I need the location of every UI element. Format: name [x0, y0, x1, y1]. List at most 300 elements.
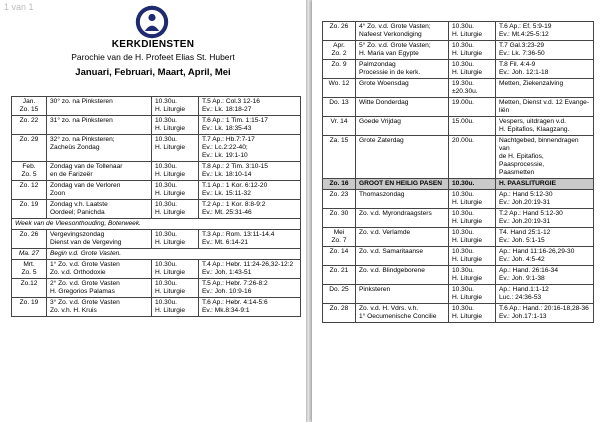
- readings-cell-line: T.2 Ap.: 1 Kor. 8:8-9:2: [202, 201, 266, 208]
- readings-cell: [496, 136, 594, 179]
- service-name-cell: [356, 41, 449, 60]
- service-name-cell-line: Thomaszondag: [359, 191, 405, 198]
- time-cell: [449, 190, 496, 209]
- readings-cell: [199, 230, 301, 249]
- date-cell: [12, 97, 47, 116]
- schedule-row: [323, 190, 594, 209]
- readings-cell-line: Ap.: Hand. 26:16-34: [499, 267, 559, 274]
- schedule-row: [323, 266, 594, 285]
- service-name-cell: [47, 298, 152, 317]
- service-name-cell-line: 32° zo. na Pinksteren;: [50, 136, 115, 143]
- time-cell-line: H. Liturgie: [155, 269, 186, 276]
- schedule-table-right: [322, 21, 594, 323]
- service-name-cell: [356, 304, 449, 323]
- date-cell-line: Zo. 9: [331, 61, 347, 68]
- date-cell: [323, 304, 356, 323]
- service-name-cell-line: Zondag van de Tollenaar: [50, 163, 123, 170]
- schedule-row: [12, 181, 301, 200]
- service-name-cell: [47, 279, 152, 298]
- readings-cell-line: T.2 Ap.: Hand 5:12-30: [499, 210, 563, 217]
- time-cell-line: H. Liturgie: [452, 199, 483, 206]
- schedule-row: [12, 298, 301, 317]
- readings-cell: [496, 304, 594, 323]
- time-cell-line: 10.30u.: [155, 98, 177, 105]
- page-title: KERKDIENSTEN: [111, 39, 195, 50]
- months-heading: Januari, Februari, Maart, April, Mei: [75, 67, 231, 78]
- service-name-cell-line: Dienst van de Vergeving: [50, 239, 122, 246]
- date-cell-line: Vr. 14: [330, 118, 348, 125]
- schedule-row: [323, 247, 594, 266]
- service-name-cell-line: Zo. v.d. Orthodoxie: [50, 269, 106, 276]
- parish-seal-icon: [134, 4, 170, 40]
- readings-cell-line: Paasmetten: [499, 169, 535, 176]
- time-cell: [152, 162, 199, 181]
- readings-cell-line: Ev.: Mt.4:25-5:12: [499, 31, 549, 38]
- schedule-row: [323, 304, 594, 323]
- readings-cell-line: T.7 Gal.3:23-29: [499, 42, 545, 49]
- service-name-cell: [356, 98, 449, 117]
- date-cell-line: Zo. 28: [329, 305, 349, 312]
- time-cell: [152, 298, 199, 317]
- date-cell: [12, 249, 47, 260]
- readings-cell-line: Ev.: Mk.8:34-9:1: [202, 307, 250, 314]
- service-name-cell-line: Zo. v.d. Samaritaanse: [359, 248, 424, 255]
- readings-cell-line: Metten, Dienst v.d. 12 Evange-: [499, 99, 590, 106]
- service-name-cell: [356, 285, 449, 304]
- readings-cell-line: Nachtgebed, binnendragen van: [499, 137, 579, 152]
- date-cell: [323, 285, 356, 304]
- readings-cell: [496, 228, 594, 247]
- service-name-cell: [356, 79, 449, 98]
- schedule-row: [12, 135, 301, 162]
- service-name-cell: [356, 179, 449, 190]
- readings-cell: [199, 279, 301, 298]
- time-cell: [152, 230, 199, 249]
- service-name-cell-line: H. Gregorios Palamas: [50, 288, 115, 295]
- schedule-row: [12, 162, 301, 181]
- readings-cell-line: Ev.: Lk. 18:35-43: [202, 125, 252, 132]
- time-cell-line: H. Liturgie: [155, 106, 186, 113]
- service-name-cell: [47, 116, 152, 135]
- time-cell-line: 10.30u.: [155, 261, 177, 268]
- readings-cell-line: Ev.: Joh. 10:9-16: [202, 288, 252, 295]
- page-number-label: 1 van 1: [4, 2, 34, 12]
- time-cell: [449, 60, 496, 79]
- readings-cell: [496, 22, 594, 41]
- time-cell-line: H. Liturgie: [155, 125, 186, 132]
- time-cell-line: 10.30u.: [452, 42, 474, 49]
- readings-cell-line: Ev.: Mt. 6:14-21: [202, 239, 249, 246]
- schedule-row: [12, 249, 301, 260]
- service-name-cell: [47, 135, 152, 162]
- time-cell-line: 10.30u.: [155, 299, 177, 306]
- date-cell: [323, 209, 356, 228]
- readings-cell: [199, 116, 301, 135]
- time-cell-line: H. Liturgie: [155, 190, 186, 197]
- service-name-cell-line: 3° Zo. v.d. Grote Vasten: [50, 299, 120, 306]
- service-name-cell-line: Zo. v.d. H. Vdrs. v.h.: [359, 305, 419, 312]
- schedule-row: [323, 136, 594, 179]
- date-cell: [323, 22, 356, 41]
- schedule-row: [12, 116, 301, 135]
- time-cell-line: 10.30u.: [452, 191, 474, 198]
- date-cell-line: Mrt.: [23, 261, 35, 268]
- schedule-row: [323, 41, 594, 60]
- readings-cell: [496, 79, 594, 98]
- readings-cell-line: T.6 Ap.: Ef. 5:9-19: [499, 23, 552, 30]
- schedule-row: [323, 228, 594, 247]
- time-cell-line: H. Liturgie: [452, 218, 483, 225]
- time-cell-line: H. Liturgie: [155, 171, 186, 178]
- schedule-row: [12, 279, 301, 298]
- readings-cell-line: Ev.: Joh.20:19-31: [499, 218, 551, 225]
- service-name-cell: [356, 60, 449, 79]
- service-name-cell: [47, 200, 152, 219]
- schedule-row: [323, 209, 594, 228]
- service-name-cell-line: Palmzondag: [359, 61, 396, 68]
- date-cell-line: Zo. 15: [19, 106, 39, 113]
- service-name-cell-line: Grote Zaterdag: [359, 137, 404, 144]
- readings-cell-line: Ev.: Joh.20:19-31: [499, 199, 551, 206]
- service-name-cell: [356, 117, 449, 136]
- time-cell-line: 10.30u.: [452, 210, 474, 217]
- readings-cell-line: H. PAASLITURGIE: [499, 180, 557, 187]
- schedule-row: [323, 22, 594, 41]
- parish-subtitle: Parochie van de H. Profeet Elias St. Hubert: [71, 52, 235, 62]
- readings-cell-line: H. Epitafios, Klaagzang.: [499, 126, 570, 133]
- time-cell-line: 10.30u.: [452, 267, 474, 274]
- date-cell-line: Zo. 21: [329, 267, 349, 274]
- time-cell-line: H. Liturgie: [155, 239, 186, 246]
- service-name-cell: [356, 22, 449, 41]
- readings-cell-line: T.1 Ap.: 1 Kor. 6:12-20: [202, 182, 268, 189]
- service-name-cell-line: 1° Zo. v.d. Grote Vasten: [50, 261, 120, 268]
- service-name-cell-line: Witte Donderdag: [359, 99, 409, 106]
- date-cell: [12, 181, 47, 200]
- time-cell-line: 10.30u.: [452, 61, 474, 68]
- service-name-cell: [356, 266, 449, 285]
- time-cell-line: 10.30u.: [155, 231, 177, 238]
- date-cell-line: Zo. 5: [21, 171, 37, 178]
- time-cell-line: 10.30u.: [452, 229, 474, 236]
- time-cell-line: 20.00u.: [452, 137, 474, 144]
- date-cell-line: Zo. 19: [19, 299, 39, 306]
- time-cell: [152, 181, 199, 200]
- service-name-cell: [47, 181, 152, 200]
- time-cell-line: H. Liturgie: [452, 50, 483, 57]
- note-cell: Begin v.d. Grote Vasten.: [47, 249, 301, 260]
- readings-cell: [199, 298, 301, 317]
- service-name-cell-line: Zacheüs Zondag: [50, 144, 100, 151]
- readings-cell-line: Ev.: Joh. 12:1-18: [499, 69, 549, 76]
- service-name-cell-line: Zo. v.d. Blindgeborene: [359, 267, 425, 274]
- schedule-row: [323, 98, 594, 117]
- date-cell-line: Wo. 12: [328, 80, 350, 87]
- date-cell-line: Zo. 23: [329, 191, 349, 198]
- service-name-cell-line: Goede Vrijdag: [359, 118, 401, 125]
- date-cell: [323, 228, 356, 247]
- note-cell: Week van de Vleesonthouding, Boterweek.: [12, 219, 301, 230]
- time-cell: [449, 304, 496, 323]
- date-cell-line: Feb.: [22, 163, 36, 170]
- service-name-cell-line: H. Maria van Egypte: [359, 50, 419, 57]
- date-cell-line: Zo. 22: [19, 117, 39, 124]
- date-cell-line: Za. 15: [329, 137, 349, 144]
- schedule-row: [12, 219, 301, 230]
- service-name-cell-line: Nafeest Verkondiging: [359, 31, 422, 38]
- service-name-cell-line: Zo. v.d. Verlamde: [359, 229, 411, 236]
- time-cell-line: 10.30u.: [155, 163, 177, 170]
- readings-cell: [199, 135, 301, 162]
- date-cell: [323, 79, 356, 98]
- time-cell-line: 10.30u.: [155, 201, 177, 208]
- date-cell: [323, 247, 356, 266]
- date-cell-line: Zo.12: [20, 280, 38, 287]
- readings-cell-line: T4. Hand 25:1-12: [499, 229, 551, 236]
- date-cell: [12, 200, 47, 219]
- time-cell: [152, 135, 199, 162]
- readings-cell-line: liën: [499, 107, 510, 114]
- time-cell-line: 10.30u.: [452, 305, 474, 312]
- service-name-cell-line: Grote Woensdag: [359, 80, 409, 87]
- readings-cell-line: Ap.: Hand.1:1-12: [499, 286, 549, 293]
- readings-cell-line: T.4 Ap.: Hebr. 11:24-26,32-12:2: [202, 261, 294, 268]
- time-cell-line: 10.30u.: [452, 23, 474, 30]
- time-cell-line: H. Liturgie: [155, 144, 186, 151]
- readings-cell-line: T.8 Fil. 4:4-9: [499, 61, 536, 68]
- readings-cell-line: Ev.: Joh. 9:1-38: [499, 275, 545, 282]
- readings-cell-line: Ev.: Lk. 18:10-14: [202, 171, 252, 178]
- schedule-row: [12, 97, 301, 116]
- readings-cell-line: T.3 Ap.: Rom. 13:11-14.4: [202, 231, 275, 238]
- readings-cell-line: T.6 Ap.: 1 Tim. 1:15-17: [202, 117, 268, 124]
- time-cell-line: H. Liturgie: [452, 69, 483, 76]
- time-cell-line: 10.30u.: [155, 280, 177, 287]
- date-cell-line: Do. 25: [329, 286, 349, 293]
- date-cell: [323, 41, 356, 60]
- time-cell-line: H. Liturgie: [452, 313, 483, 320]
- time-cell: [152, 97, 199, 116]
- service-name-cell-line: 31° zo. na Pinksteren: [50, 117, 113, 124]
- date-cell: [12, 230, 47, 249]
- service-name-cell-line: 30° zo. na Pinksteren: [50, 98, 113, 105]
- readings-cell-line: Ev.: Joh. 4:5-42: [499, 256, 545, 263]
- readings-cell-line: Ap.: Hand 11:16-26,29-30: [499, 248, 575, 255]
- date-cell-line: Jan.: [22, 98, 36, 105]
- time-cell-line: H. Liturgie: [452, 275, 483, 282]
- time-cell: [449, 22, 496, 41]
- time-cell: [449, 136, 496, 179]
- time-cell: [449, 285, 496, 304]
- time-cell: [449, 79, 496, 98]
- service-name-cell-line: GROOT EN HEILIG PASEN: [359, 180, 443, 187]
- schedule-row: [323, 285, 594, 304]
- readings-cell: [496, 266, 594, 285]
- readings-cell-line: Ev.: Lk. 19:1-10: [202, 152, 248, 159]
- date-cell: [323, 60, 356, 79]
- time-cell-line: H. Liturgie: [155, 209, 186, 216]
- schedule-row: [323, 79, 594, 98]
- schedule-table-left: [11, 96, 301, 317]
- readings-cell-line: T.6 Ap.: Hand.: 20:16-18,28-36: [499, 305, 589, 312]
- date-cell-line: Ma. 27: [18, 250, 40, 257]
- readings-cell: [496, 41, 594, 60]
- schedule-row: [323, 60, 594, 79]
- time-cell: [449, 117, 496, 136]
- service-name-cell: [356, 247, 449, 266]
- time-cell-line: 10.30u.: [452, 286, 474, 293]
- readings-cell: [496, 190, 594, 209]
- service-name-cell-line: Zo. v.h. H. Kruis: [50, 307, 97, 314]
- service-name-cell: [356, 209, 449, 228]
- readings-cell-line: T.7 Ap.: Hb.7:7-17: [202, 136, 255, 143]
- service-name-cell-line: 5° Zo. v.d. Grote Vasten;: [359, 42, 431, 49]
- readings-cell-line: T.5 Ap.: Hebr. 7:26-8:2: [202, 280, 268, 287]
- readings-cell-line: Luc.: 24:36-53: [499, 294, 542, 301]
- readings-cell-line: Metten, Ziekenzalving: [499, 80, 564, 87]
- service-name-cell-line: 2° Zo. v.d. Grote Vasten: [50, 280, 120, 287]
- time-cell: [152, 260, 199, 279]
- service-name-cell-line: Oordeel; Panichda: [50, 209, 105, 216]
- readings-cell: [199, 97, 301, 116]
- schedule-row: [12, 230, 301, 249]
- date-cell-line: Mei: [333, 229, 345, 236]
- time-cell: [449, 209, 496, 228]
- readings-cell: [199, 200, 301, 219]
- readings-cell: [496, 60, 594, 79]
- schedule-row: [12, 260, 301, 279]
- time-cell-line: 10.30u.: [452, 248, 474, 255]
- time-cell: [152, 116, 199, 135]
- service-name-cell-line: 4° Zo. v.d. Grote Vasten;: [359, 23, 431, 30]
- time-cell: [449, 41, 496, 60]
- date-cell: [323, 179, 356, 190]
- time-cell-line: H. Liturgie: [452, 294, 483, 301]
- readings-cell: [199, 260, 301, 279]
- date-cell: [323, 117, 356, 136]
- time-cell-line: 10.30u.: [155, 136, 177, 143]
- readings-cell-line: Ev.: Joh. 1:43-51: [202, 269, 252, 276]
- readings-cell-line: Ap.: Hand 5:12-30: [499, 191, 553, 198]
- time-cell-line: H. Liturgie: [155, 307, 186, 314]
- date-cell: [12, 260, 47, 279]
- readings-cell: [199, 162, 301, 181]
- service-name-cell-line: Pinksteren: [359, 286, 391, 293]
- service-name-cell-line: Zondag v.h. Laatste: [50, 201, 108, 208]
- right-page: [312, 0, 600, 422]
- date-cell-line: Zo. 5: [21, 269, 37, 276]
- date-cell-line: Do. 13: [329, 99, 349, 106]
- readings-cell-line: Ev.: Lk. 15:11-32: [202, 190, 251, 197]
- date-cell-line: Zo. 12: [19, 182, 39, 189]
- readings-cell: [496, 117, 594, 136]
- service-name-cell: [47, 230, 152, 249]
- date-cell: [12, 279, 47, 298]
- readings-cell: [496, 285, 594, 304]
- service-name-cell: [356, 190, 449, 209]
- time-cell-line: 10.30u.: [155, 117, 177, 124]
- readings-cell: [199, 181, 301, 200]
- readings-cell: [496, 247, 594, 266]
- readings-cell-line: Ev.: Lk. 7:36-50: [499, 50, 545, 57]
- date-cell: [323, 190, 356, 209]
- service-name-cell: [356, 136, 449, 179]
- service-name-cell-line: Processie in de kerk.: [359, 69, 421, 76]
- time-cell: [449, 266, 496, 285]
- readings-cell-line: Ev.: Lc.2:22-40;: [202, 144, 248, 151]
- readings-cell-line: Ev.: Joh.17:1-13: [499, 313, 547, 320]
- readings-cell: [496, 209, 594, 228]
- service-name-cell: [356, 228, 449, 247]
- date-cell-line: Zo. 2: [331, 50, 347, 57]
- date-cell-line: Zo. 26: [329, 23, 349, 30]
- readings-cell: [496, 98, 594, 117]
- date-cell-line: Zo. 19: [19, 201, 39, 208]
- readings-cell-line: T.5 Ap.: Col.3 12-16: [202, 98, 260, 105]
- date-cell: [12, 116, 47, 135]
- time-cell: [152, 200, 199, 219]
- date-cell-line: Zo. 29: [19, 136, 39, 143]
- date-cell-line: Zo. 7: [331, 237, 347, 244]
- readings-cell-line: Ev.: Lk. 18:18-27: [202, 106, 252, 113]
- schedule-row: [12, 200, 301, 219]
- service-name-cell: [47, 162, 152, 181]
- time-cell-line: 19.00u.: [452, 99, 474, 106]
- service-name-cell-line: Zo. v.d. Myrondraagsters: [359, 210, 432, 217]
- time-cell: [449, 98, 496, 117]
- date-cell-line: Zo. 26: [19, 231, 39, 238]
- date-cell-line: Zo. 14: [329, 248, 349, 255]
- readings-cell: [496, 179, 594, 190]
- date-cell-line: Zo. 16: [329, 180, 349, 187]
- readings-cell-line: T.6 Ap.: Hebr. 4:14-5:6: [202, 299, 268, 306]
- service-name-cell-line: Vergevingszondag: [50, 231, 105, 238]
- time-cell-line: H. Liturgie: [155, 288, 186, 295]
- service-name-cell: [47, 260, 152, 279]
- date-cell: [323, 136, 356, 179]
- time-cell-line: H. Liturgie: [452, 31, 483, 38]
- readings-cell-line: Ev.: Mt. 25:31-46: [202, 209, 252, 216]
- readings-cell-line: de H. Epitafios, Paasprocessie,: [499, 153, 545, 168]
- time-cell-line: 15.00u.: [452, 118, 474, 125]
- date-cell: [12, 135, 47, 162]
- service-name-cell: [47, 97, 152, 116]
- date-cell: [12, 298, 47, 317]
- time-cell: [152, 279, 199, 298]
- time-cell-line: H. Liturgie: [452, 237, 483, 244]
- date-cell-line: Zo. 30: [329, 210, 349, 217]
- time-cell-line: H. Liturgie: [452, 256, 483, 263]
- date-cell: [323, 98, 356, 117]
- time-cell-line: 19.30u.: [452, 80, 474, 87]
- time-cell: [449, 247, 496, 266]
- time-cell: [449, 228, 496, 247]
- readings-cell-line: Vespers, uitdragen v.d.: [499, 118, 566, 125]
- date-cell-line: Apr.: [333, 42, 345, 49]
- date-cell: [12, 162, 47, 181]
- service-name-cell-line: Zoon: [50, 190, 66, 197]
- time-cell-line: ±20.30u.: [452, 88, 478, 95]
- schedule-row: [323, 117, 594, 136]
- service-name-cell-line: en de Farizeër: [50, 171, 93, 178]
- readings-cell-line: T.8 Ap.: 2 Tim. 3:10-15: [202, 163, 268, 170]
- date-cell: [323, 266, 356, 285]
- service-name-cell-line: Zondag van de Verloren: [50, 182, 121, 189]
- time-cell-line: 10.30u.: [155, 182, 177, 189]
- service-name-cell-line: 1° Oecumenische Concilie: [359, 313, 437, 320]
- readings-cell-line: Ev.: Joh. 5:1-15: [499, 237, 545, 244]
- time-cell-line: 10.30u.: [452, 180, 475, 187]
